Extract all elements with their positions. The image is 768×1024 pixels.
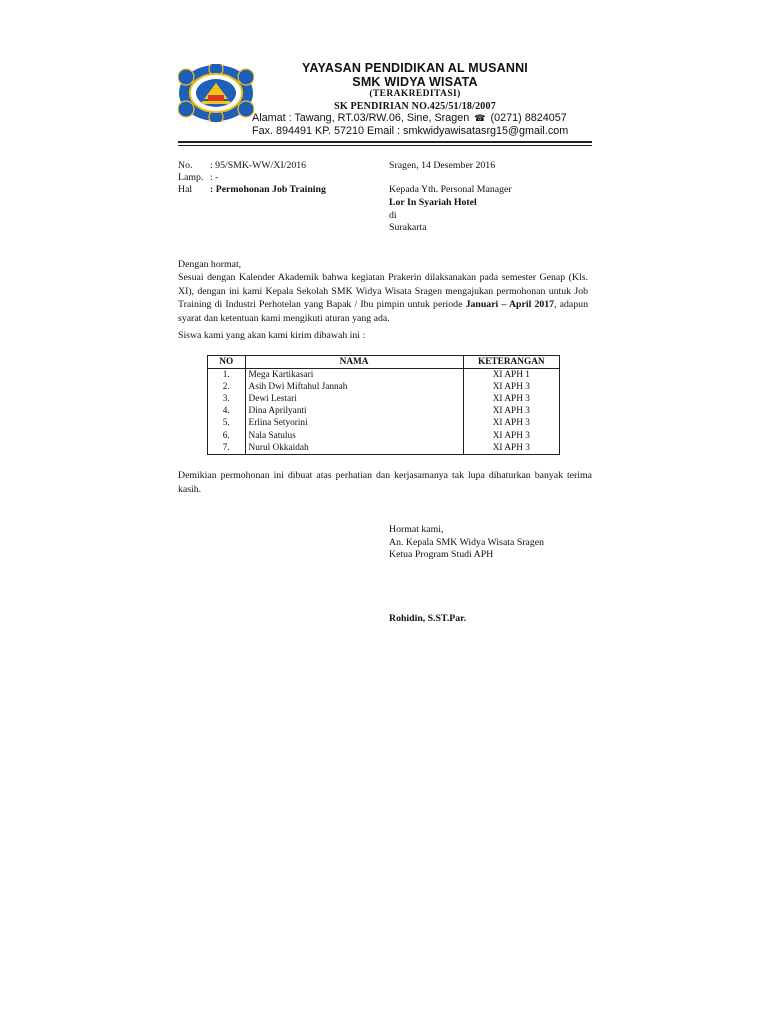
phone-number: (0271) 8824057 [490, 112, 567, 124]
row-no: 3. [208, 393, 246, 405]
row-nama: Nurul Okkaidah [245, 442, 463, 455]
foundation-name: YAYASAN PENDIDIKAN AL MUSANNI [302, 61, 528, 75]
body-text-part2: , adapun syarat dan ketentuan kami mengikuti aturan yang ada. [178, 299, 588, 324]
letterhead-rule-thick [178, 141, 592, 143]
table-row [208, 405, 560, 417]
no-value: : 95/SMK-WW/XI/2016 [210, 160, 307, 171]
row-no: 7. [208, 442, 246, 455]
row-nama: Nala Satulus [245, 430, 463, 442]
training-period: Januari – April 2017 [465, 299, 555, 310]
header-no: NO [208, 356, 246, 369]
lamp-label: Lamp. [178, 172, 204, 183]
body-text-part1: Sesuai dengan Kalender Akademik bahwa kegiatan Prakerin dilaksanakan pada semester Genap (Kls. XI), dengan ini kami Kepala Sekolah SMK Widya Wisata Sragen mengajukan permohonan untuk Job Training di Industri Perhotelan yang Bapak / Ibu pimpin untuk periode [178, 272, 588, 310]
address-text: Alamat : Tawang, RT.03/RW.06, Sine, Sragen [252, 112, 470, 124]
table-row [208, 381, 560, 393]
row-nama: Asih Dwi Miftahul Jannah [245, 381, 463, 393]
hal-label: Hal [178, 184, 193, 195]
body-paragraph [178, 271, 588, 325]
table-row [208, 430, 560, 442]
table-row [208, 417, 560, 429]
row-no: 4. [208, 405, 246, 417]
row-keterangan: XI APH 3 [463, 381, 559, 393]
lamp-value: : - [210, 172, 219, 183]
school-contact: Fax. 894491 KP. 57210 Email : smkwidyawisatasrg15@gmail.com [252, 125, 569, 137]
no-label: No. [178, 160, 193, 171]
table-header-row [208, 356, 560, 369]
table-row [208, 369, 560, 382]
row-no: 5. [208, 417, 246, 429]
header-keterangan: KETERANGAN [463, 356, 559, 369]
founding-decree: SK PENDIRIAN NO.425/51/18/2007 [334, 101, 496, 112]
student-intro: Siswa kami yang akan kami kirim dibawah ini : [178, 330, 366, 341]
row-keterangan: XI APH 3 [463, 442, 559, 455]
row-no: 1. [208, 369, 246, 382]
recipient-city: Surakarta [389, 222, 427, 233]
row-no: 6. [208, 430, 246, 442]
school-logo-icon [178, 64, 254, 122]
school-address [252, 112, 592, 124]
row-keterangan: XI APH 3 [463, 430, 559, 442]
row-nama: Dewi Lestari [245, 393, 463, 405]
school-name: SMK WIDYA WISATA [352, 75, 478, 89]
table-row [208, 393, 560, 405]
row-nama: Dina Aprilyanti [245, 405, 463, 417]
closing-paragraph: Demikian permohonan ini dibuat atas perhatian dan kerjasamanya tak lupa dihaturkan banyak terima kasih. [178, 470, 592, 495]
row-keterangan: XI APH 3 [463, 393, 559, 405]
row-keterangan: XI APH 3 [463, 405, 559, 417]
recipient-title: Kepada Yth. Personal Manager [389, 184, 512, 195]
signer-name: Rohidin, S.ST.Par. [389, 613, 467, 624]
row-nama: Erlina Setyorini [245, 417, 463, 429]
row-keterangan: XI APH 3 [463, 417, 559, 429]
header-nama: NAMA [245, 356, 463, 369]
sign-on-behalf: An. Kepala SMK Widya Wisata Sragen [389, 537, 545, 548]
row-nama: Mega Kartikasari [245, 369, 463, 382]
student-table [207, 355, 560, 455]
greeting: Dengan hormat, [178, 259, 242, 270]
hal-value: : Permohonan Job Training [210, 184, 326, 195]
telephone-icon: ☎ [474, 113, 486, 123]
row-keterangan: XI APH 1 [463, 369, 559, 382]
sign-greeting: Hormat kami, [389, 524, 444, 535]
recipient-di: di [389, 210, 397, 221]
table-row [208, 442, 560, 455]
letter-date: Sragen, 14 Desember 2016 [389, 160, 496, 171]
letterhead-rule-thin [178, 145, 592, 146]
row-no: 2. [208, 381, 246, 393]
sign-position: Ketua Program Studi APH [389, 549, 494, 560]
recipient-name: Lor In Syariah Hotel [389, 197, 477, 208]
accreditation-status: (TERAKREDITASI) [369, 89, 461, 99]
